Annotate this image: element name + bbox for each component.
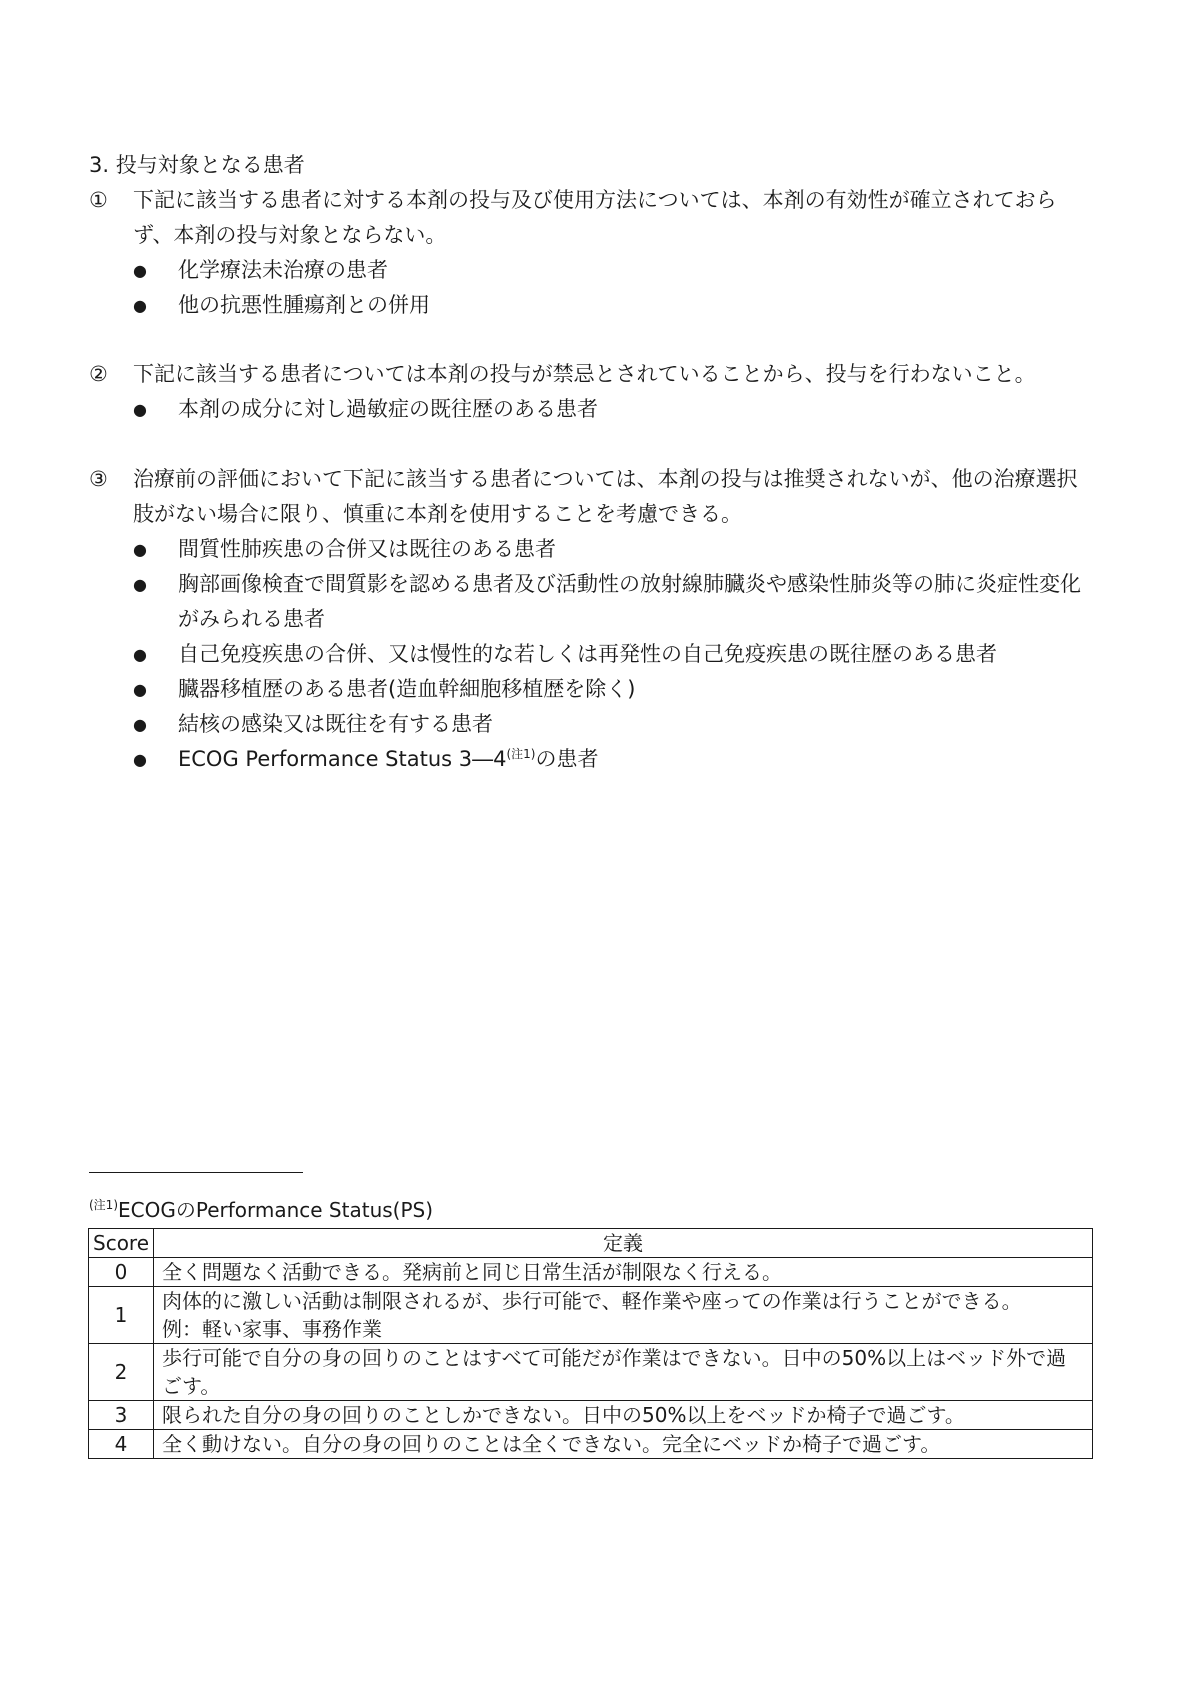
list-item	[133, 532, 1093, 567]
list-item	[133, 392, 1093, 427]
bullet-list-3	[133, 532, 1094, 777]
paragraph-2	[89, 357, 1094, 427]
score-cell: 2	[89, 1344, 154, 1401]
paragraph-marker-3: ③	[89, 467, 108, 491]
table-row	[89, 1430, 1093, 1459]
definition-cell	[154, 1344, 1093, 1401]
definition-line: 歩行可能で自分の身の回りのことはすべて可能だが作業はできない。日中の50%以上はベッド外で過ごす。	[162, 1346, 1067, 1398]
ps-table	[88, 1228, 1093, 1459]
definition-line: 全く問題なく活動できる。発病前と同じ日常生活が制限なく行える。	[162, 1260, 783, 1284]
list-item-text: 化学療法未治療の患者	[178, 258, 388, 282]
paragraph-1	[89, 183, 1094, 323]
score-cell: 1	[89, 1287, 154, 1344]
list-item-text: 間質性肺疾患の合併又は既往のある患者	[178, 537, 556, 561]
ecog-prefix: ECOG Performance Status 3―4	[178, 747, 507, 771]
footnote-mark: (注1)	[89, 1198, 118, 1212]
table-row	[89, 1401, 1093, 1430]
bullet-icon: ●	[133, 750, 147, 769]
footnote-title	[89, 1194, 433, 1226]
definition-cell	[154, 1401, 1093, 1430]
list-item-text: 本剤の成分に対し過敏症の既往歴のある患者	[178, 397, 598, 421]
bullet-icon: ●	[133, 680, 147, 699]
bullet-icon: ●	[133, 575, 147, 594]
list-item-text: 胸部画像検査で間質影を認める患者及び活動性の放射線肺臓炎や感染性肺炎等の肺に炎症性変化がみられる患者	[178, 572, 1081, 631]
bullet-icon: ●	[133, 645, 147, 664]
score-cell: 3	[89, 1401, 154, 1430]
list-item-text: 結核の感染又は既往を有する患者	[178, 712, 493, 736]
list-item	[133, 742, 1093, 777]
table-row	[89, 1344, 1093, 1401]
list-item	[133, 672, 1093, 707]
table-row	[89, 1287, 1093, 1344]
table-header-row	[89, 1229, 1093, 1258]
list-item	[133, 288, 1093, 323]
definition-line: 全く動けない。自分の身の回りのことは全くできない。完全にベッドか椅子で過ごす。	[162, 1432, 941, 1456]
footnote-reference[interactable]: (注1)	[506, 747, 536, 761]
footnote-divider	[89, 1172, 303, 1173]
bullet-list-1	[133, 253, 1094, 323]
bullet-list-2	[133, 392, 1094, 427]
score-cell: 4	[89, 1430, 154, 1459]
section-title: 3. 投与対象となる患者	[89, 153, 305, 177]
list-item-text: 臓器移植歴のある患者(造血幹細胞移植歴を除く)	[178, 677, 636, 701]
score-cell: 0	[89, 1258, 154, 1287]
bullet-icon: ●	[133, 400, 147, 419]
bullet-icon: ●	[133, 715, 147, 734]
column-header-score: Score	[89, 1229, 154, 1258]
paragraph-marker-2: ②	[89, 362, 108, 386]
list-item	[133, 637, 1093, 672]
paragraph-text-2: 下記に該当する患者については本剤の投与が禁忌とされていることから、投与を行わないこと。	[133, 362, 1036, 386]
list-item-text: 自己免疫疾患の合併、又は慢性的な若しくは再発性の自己免疫疾患の既往歴のある患者	[178, 642, 997, 666]
footnote-title-text: ECOGのPerformance Status(PS)	[118, 1198, 434, 1222]
definition-line: 限られた自分の身の回りのことしかできない。日中の50%以上をベッドか椅子で過ごす。	[162, 1403, 965, 1427]
definition-line: 例：軽い家事、事務作業	[162, 1317, 383, 1341]
definition-cell	[154, 1430, 1093, 1459]
list-item	[133, 707, 1093, 742]
paragraph-text-3: 治療前の評価において下記に該当する患者については、本剤の投与は推奨されないが、他の治療選択肢がない場合に限り、慎重に本剤を使用することを考慮できる。	[133, 467, 1078, 526]
paragraph-text-1: 下記に該当する患者に対する本剤の投与及び使用方法については、本剤の有効性が確立されておらず、本剤の投与対象とならない。	[133, 188, 1057, 247]
table-row	[89, 1258, 1093, 1287]
list-item	[133, 567, 1093, 637]
bullet-icon: ●	[133, 296, 147, 315]
definition-line: 肉体的に激しい活動は制限されるが、歩行可能で、軽作業や座っての作業は行うことができる。	[162, 1289, 1022, 1313]
list-item-text: 他の抗悪性腫瘍剤との併用	[178, 293, 430, 317]
list-item-text	[178, 747, 598, 771]
paragraph-3	[89, 462, 1094, 777]
list-item	[133, 253, 1093, 288]
bullet-icon: ●	[133, 261, 147, 280]
definition-cell	[154, 1258, 1093, 1287]
ecog-suffix: の患者	[535, 747, 599, 771]
paragraph-marker-1: ①	[89, 188, 108, 212]
definition-cell	[154, 1287, 1093, 1344]
column-header-definition: 定義	[154, 1229, 1093, 1258]
bullet-icon: ●	[133, 540, 147, 559]
